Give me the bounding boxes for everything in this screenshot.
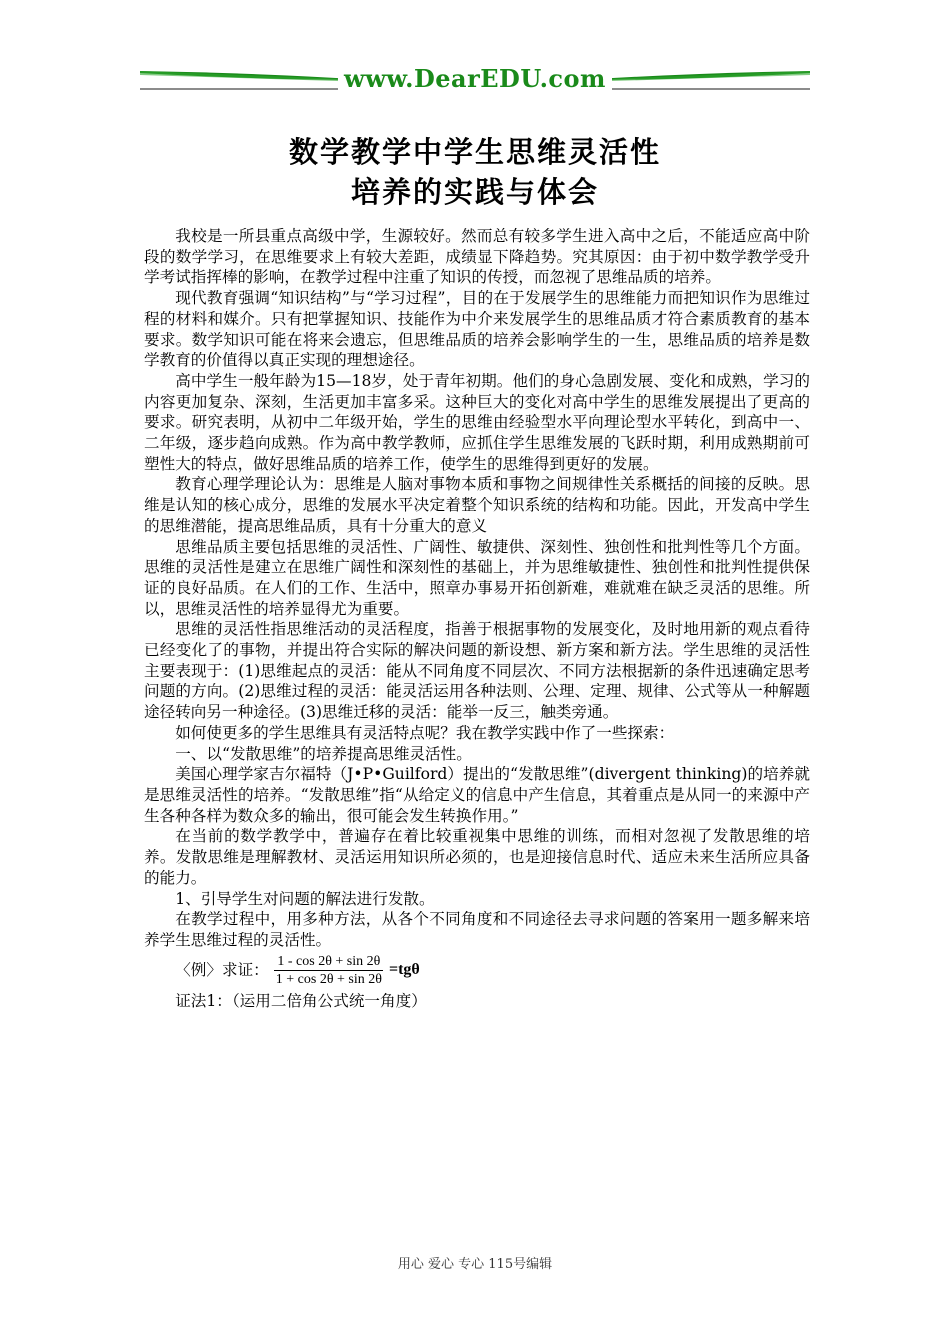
site-name: www.DearEDU.com xyxy=(140,64,810,93)
paragraph-9: 在当前的数学教学中，普遍存在着比较重视集中思维的训练，而相对忽视了发散思维的培养。发散思维是理解教材、灵活运用知识所必须的，也是迎接信息时代、适应未来生活所应具备的能力。 xyxy=(144,827,810,887)
subsection-heading: 1、引导学生对问题的解法进行发散。 xyxy=(175,889,435,908)
paragraph-1: 我校是一所县重点高级中学，生源较好。然而总有较多学生进入高中之后，不能适应高中阶段的数学学习，在思维要求上有较大差距，成绩显下降趋势。究其原因：由于初中数学教学受升学考试指挥棒的影响，在教学过程中注重了知识的传授，而忽视了思维品质的培养。 xyxy=(144,227,810,287)
formula-numerator: 1 - cos 2θ + sin 2θ xyxy=(274,953,383,971)
example-label: 〈例〉求证： xyxy=(175,961,269,980)
page-title-line2: 培养的实践与体会 xyxy=(350,175,599,209)
paragraph-4: 教育心理学理论认为：思维是人脑对事物本质和事物之间规律性关系概括的间接的反映。思维是认知的核心成分，思维的发展水平决定着整个知识系统的结构和功能。因此，开发高中学生的思维潜能，提高思维品质，具有十分重大的意义 xyxy=(144,475,810,535)
formula-rhs: =tgθ xyxy=(388,961,420,979)
paragraph-2: 现代教育强调“知识结构”与“学习过程”，目的在于发展学生的思维能力而把知识作为思维过程的材料和媒介。只有把掌握知识、技能作为中介来发展学生的思维品质才符合素质教育的基本要求。数学知识可能在将来会遗忘，但思维品质的培养会影响学生的一生，思维品质的培养是数学教育的价值得以真正实现的理想途径。 xyxy=(144,289,810,370)
article-body xyxy=(144,226,810,1011)
paragraph-6: 思维的灵活性指思维活动的灵活程度，指善于根据事物的发展变化，及时地用新的观点看待已经变化了的事物，并提出符合实际的解决问题的新设想、新方案和新方法。学生思维的灵活性主要表现于：(1)思维起点的灵活：能从不同角度不同层次、不同方法根据新的条件迅速确定思考问题的方向。(2)思维过程的灵活：能灵活运用各种法则、公理、定理、规律、公式等从一种解题途径转向另一种途径。(3)思维迁移的灵活：能举一反三，触类旁通。 xyxy=(144,620,810,722)
formula-fraction xyxy=(273,953,385,988)
page-footer: 用心 爱心 专心 115号编辑 xyxy=(397,1257,553,1272)
proof-line: 证法1：（运用二倍角公式统一角度） xyxy=(175,991,427,1010)
paragraph-3: 高中学生一般年龄为15—18岁，处于青年初期。他们的身心急剧发展、变化和成熟，学习的内容更加复杂、深刻，生活更加丰富多采。这种巨大的变化对高中学生的思维发展提出了更高的要求。研究表明，从初中二年级开始，学生的思维由经验型水平向理论型水平转化，到高中一、二年级，逐步趋向成熟。作为高中教学教师，应抓住学生思维发展的飞跃时期，利用成熟期前可塑性大的特点，做好思维品质的培养工作，使学生的思维得到更好的发展。 xyxy=(144,371,810,473)
paragraph-8: 美国心理学家吉尔福特（J•P•Guilford）提出的“发散思维”(divergent thinking)的培养就是思维灵活性的培养。“发散思维”指“从给定义的信息中产生信息，其着重点是从同一的来源中产生各种各样为数众多的输出，很可能会发生转换作用。” xyxy=(144,765,810,825)
section-heading: 一、以“发散思维”的培养提高思维灵活性。 xyxy=(175,744,472,763)
formula-denominator: 1 + cos 2θ + sin 2θ xyxy=(275,972,382,988)
page-title-line1: 数学教学中学生思维灵活性 xyxy=(288,135,661,169)
site-header xyxy=(140,62,810,96)
paragraph-7: 如何使更多的学生思维具有灵活特点呢？我在教学实践中作了一些探索： xyxy=(175,723,675,742)
example-formula xyxy=(175,951,810,991)
paragraph-5: 思维品质主要包括思维的灵活性、广阔性、敏捷供、深刻性、独创性和批判性等几个方面。思维的灵活性是建立在思维广阔性和深刻性的基础上，并为思维敏捷性、独创性和批判性提供保证的良好品质。在人们的工作、生活中，照章办事易开拓创新难，难就难在缺乏灵活的思维。所以，思维灵活性的培养显得尤为重要。 xyxy=(144,537,810,618)
paragraph-10: 在教学过程中，用多种方法，从各个不同角度和不同途径去寻求问题的答案用一题多解来培养学生思维过程的灵活性。 xyxy=(144,910,810,949)
